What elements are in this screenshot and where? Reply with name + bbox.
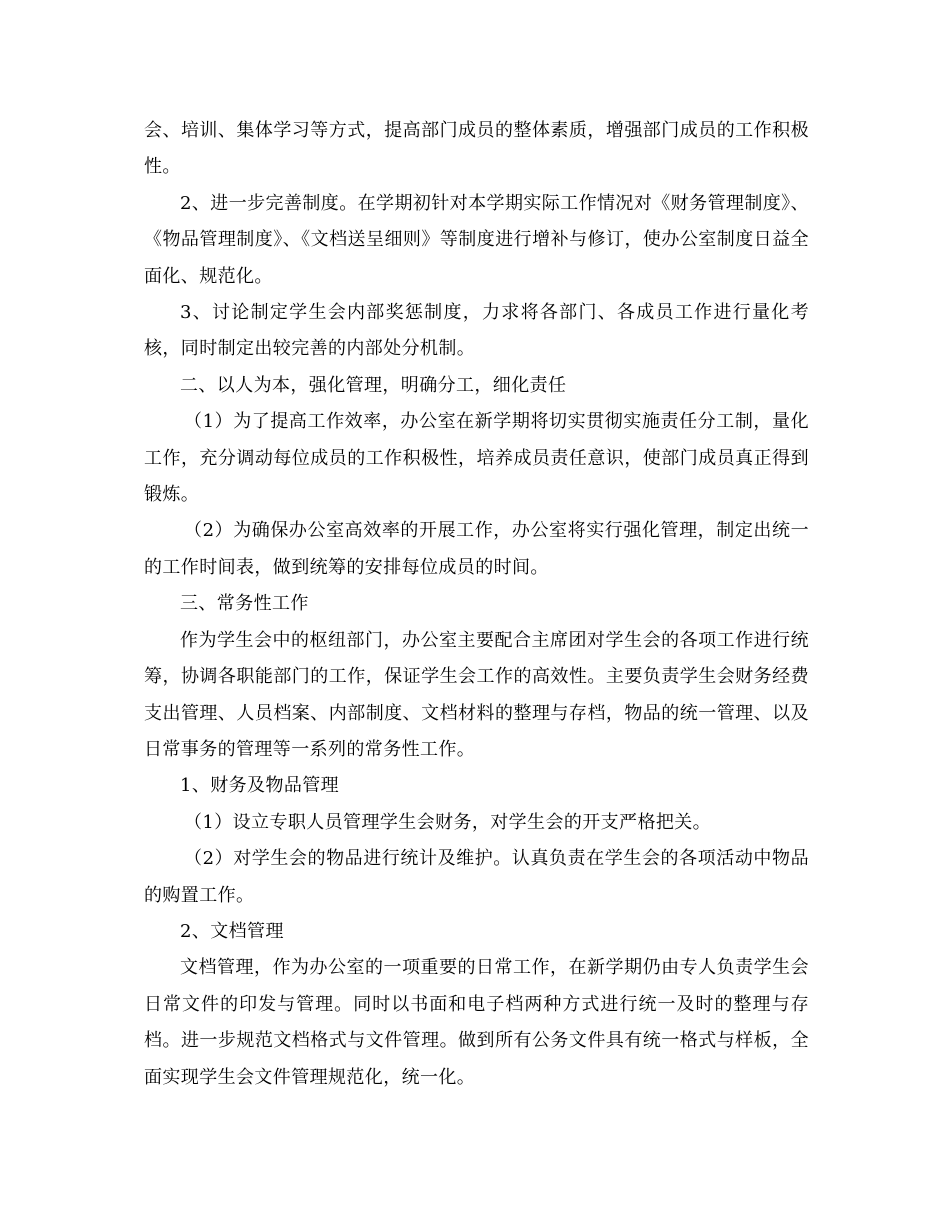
paragraph-improve-rules: 2、进一步完善制度。在学期初针对本学期实际工作情况对《财务管理制度》、《物品管理制度》、《文档送呈细则》等制度进行增补与修订，使办公室制度日益全面化、规范化。: [144, 192, 809, 287]
section-heading-people-oriented: 二、以人为本，强化管理，明确分工，细化责任: [180, 374, 567, 396]
paragraph-finance-staff: （1）设立专职人员管理学生会财务，对学生会的开支严格把关。: [184, 811, 712, 833]
paragraph-continuation: 会、培训、集体学习等方式，提高部门成员的整体素质，增强部门成员的工作积极性。: [144, 120, 809, 178]
section-heading-routine-work: 三、常务性工作: [180, 593, 309, 615]
paragraph-document-management: 文档管理，作为办公室的一项重要的日常工作，在新学期仍由专人负责学生会日常文件的印发与管理。同时以书面和电子档两种方式进行统一及时的整理与存档。进一步规范文档格式与文件管理。做到所有公务文件具有统一格式与样板，全面实现学生会文件管理规范化，统一化。: [144, 957, 809, 1088]
paragraph-hub-department: 作为学生会中的枢纽部门，办公室主要配合主席团对学生会的各项工作进行统筹，协调各职能部门的工作，保证学生会工作的高效性。主要负责学生会财务经费支出管理、人员档案、内部制度、文档材料的整理与存档，物品的统一管理、以及日常事务的管理等一系列的常务性工作。: [144, 629, 809, 760]
paragraph-reward-punish: 3、讨论制定学生会内部奖惩制度，力求将各部门、各成员工作进行量化考核，同时制定出较完善的内部处分机制。: [144, 302, 809, 360]
paragraph-strengthen-management: （2）为确保办公室高效率的开展工作，办公室将实行强化管理，制定出统一的工作时间表，做到统筹的安排每位成员的时间。: [144, 520, 809, 578]
document-body: [144, 113, 809, 1096]
subheading-document-management: 2、文档管理: [180, 920, 284, 942]
paragraph-goods-maintenance: （2）对学生会的物品进行统计及维护。认真负责在学生会的各项活动中物品的购置工作。: [144, 848, 809, 906]
paragraph-responsibility-division: （1）为了提高工作效率，办公室在新学期将切实贯彻实施责任分工制，量化工作，充分调动每位成员的工作积极性，培养成员责任意识，使部门成员真正得到锻炼。: [144, 411, 809, 506]
subheading-finance-goods: 1、财务及物品管理: [180, 775, 340, 797]
